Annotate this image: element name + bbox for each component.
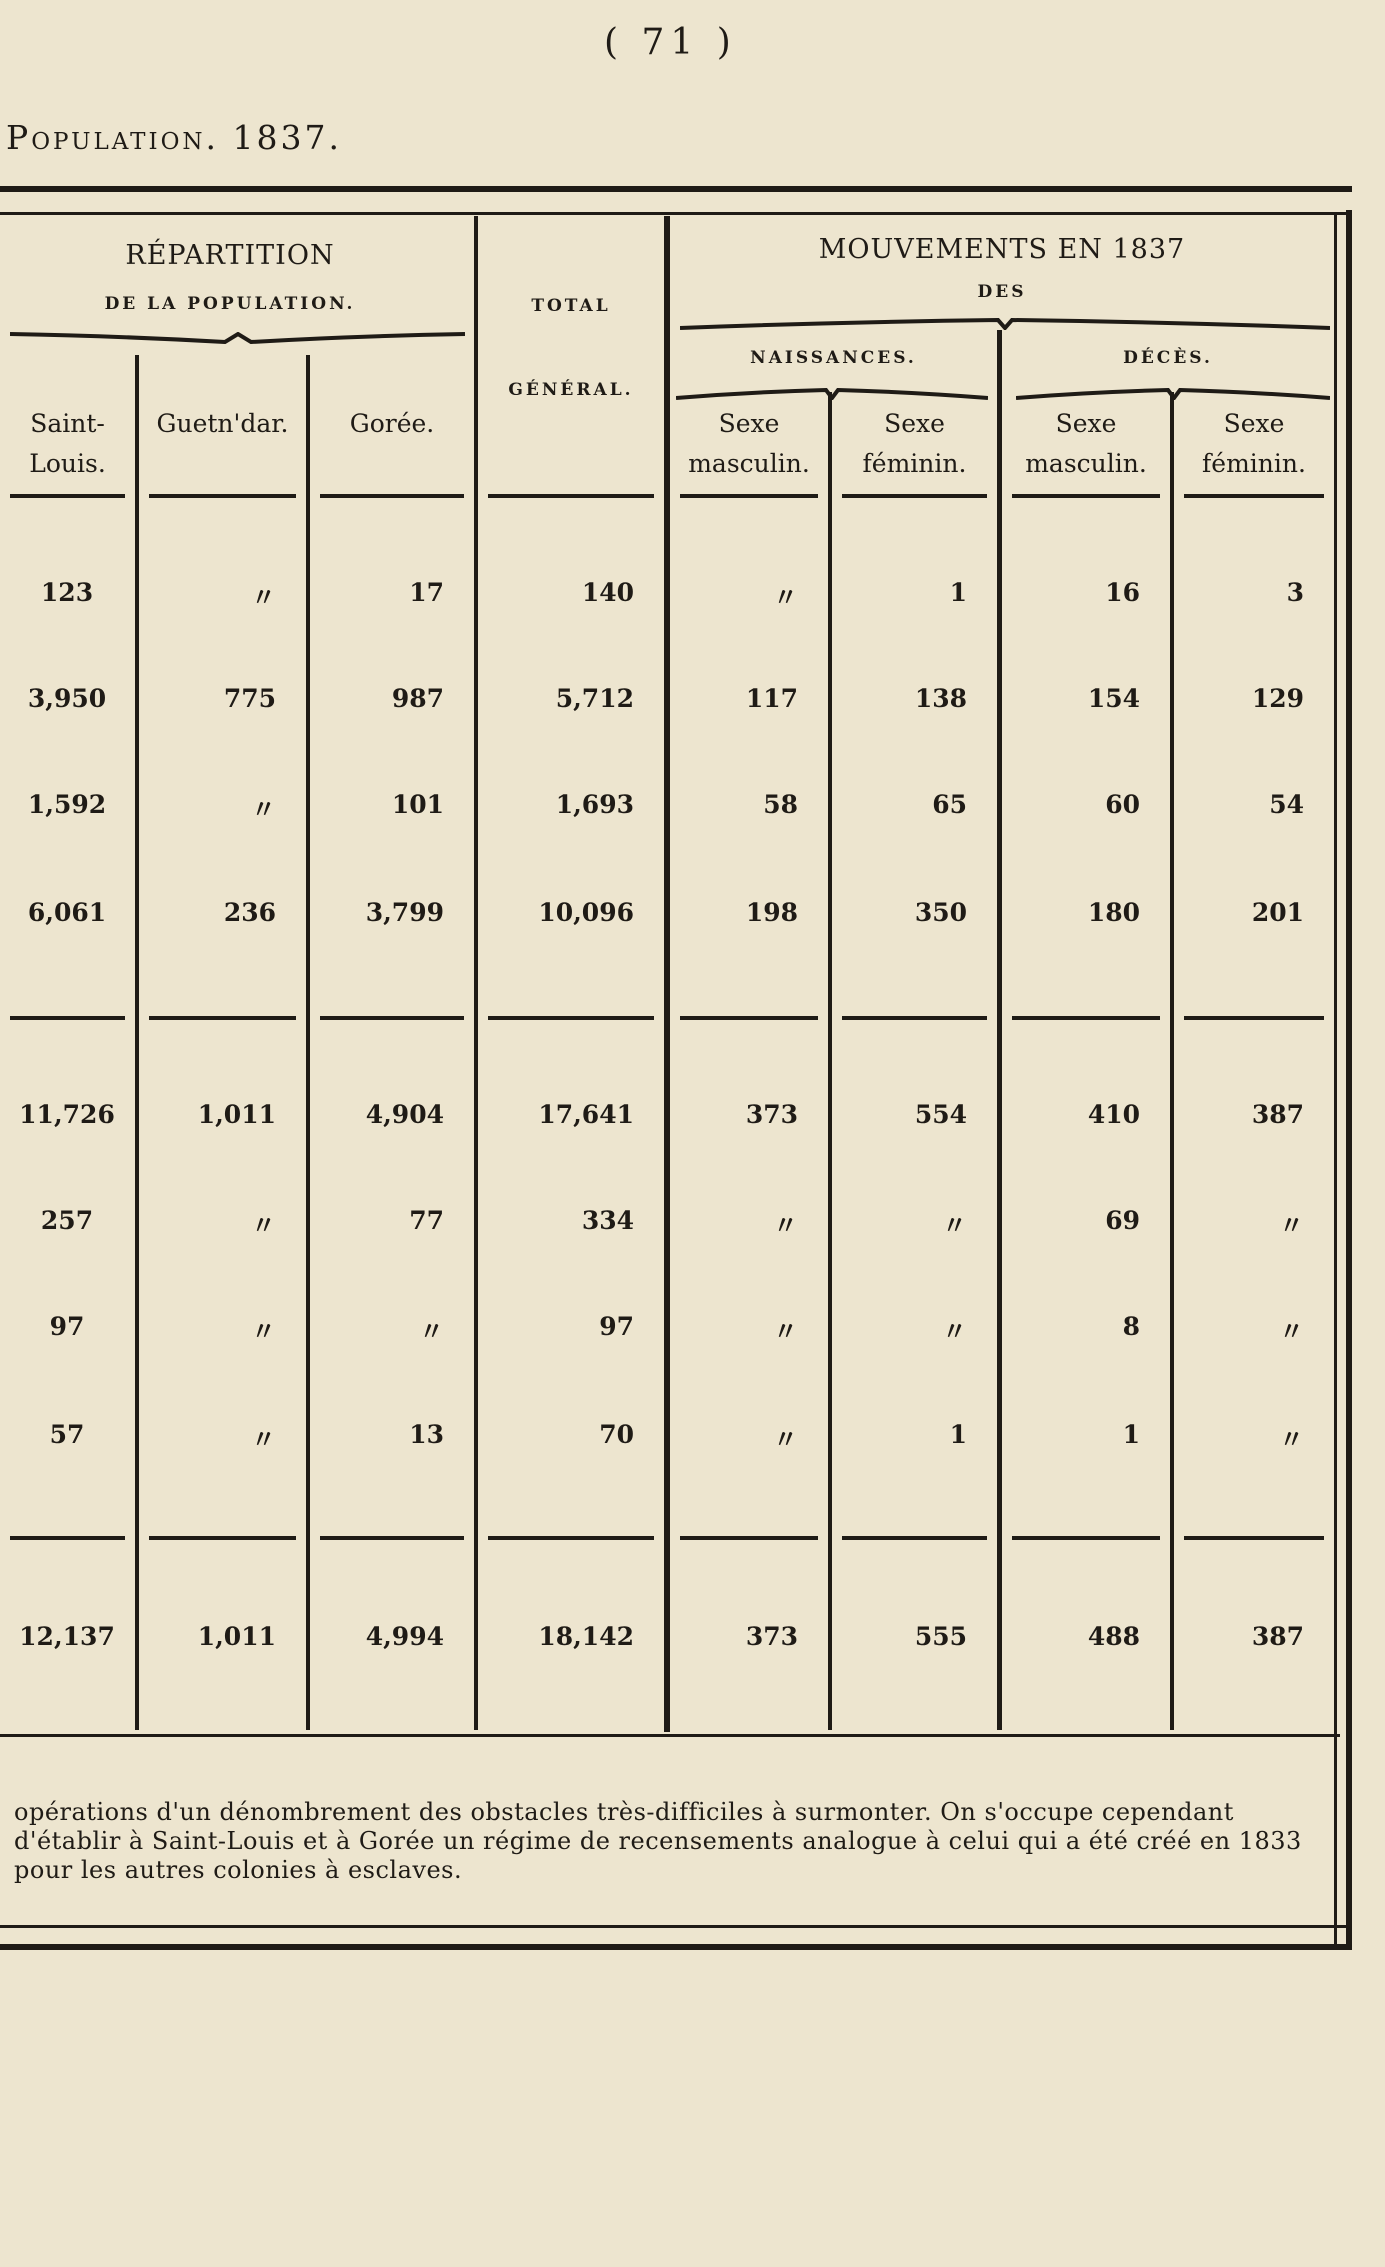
row-group1-cell: 201 <box>1251 898 1304 927</box>
row-group2-cell: 〃 <box>250 1425 276 1454</box>
total-rule <box>10 1536 125 1540</box>
header-de-la-population: DE LA POPULATION. <box>104 294 356 314</box>
row-group2-cell: 410 <box>1087 1100 1140 1129</box>
row-group2-cell: 387 <box>1251 1100 1304 1129</box>
row-group1-cell: 〃 <box>250 795 276 824</box>
row-group2-cell: 97 <box>49 1312 85 1341</box>
row-group1-cell: 1 <box>949 578 967 607</box>
header-underline <box>1184 494 1324 498</box>
header-underline <box>842 494 987 498</box>
row-group2-cell: 57 <box>49 1420 85 1449</box>
row-group2-cell: 11,726 <box>19 1100 115 1129</box>
total-rule <box>680 1536 818 1540</box>
row-group2-cell: 〃 <box>941 1317 967 1346</box>
row-group1-cell: 〃 <box>772 583 798 612</box>
row-group1-cell: 3 <box>1286 578 1304 607</box>
header-underline <box>1012 494 1160 498</box>
row-group1-cell: 117 <box>745 684 798 713</box>
row-group1-cell: 123 <box>40 578 94 607</box>
col-separator <box>306 355 310 1730</box>
row-group1-cell: 3,799 <box>365 898 444 927</box>
row-group2-cell: 8 <box>1122 1312 1140 1341</box>
header-underline <box>10 494 125 498</box>
table-top-rule-thin <box>0 212 1352 215</box>
col-header-naissances-masculin: Sexe masculin. <box>688 409 810 478</box>
row-group2-cell: 〃 <box>772 1317 798 1346</box>
col-separator <box>828 392 832 1730</box>
row-group2-cell: 〃 <box>772 1211 798 1240</box>
row-group2-cell: 〃 <box>1278 1317 1304 1346</box>
brace-deces <box>1016 386 1330 400</box>
col-separator <box>474 216 478 1730</box>
row-group1-cell: 6,061 <box>27 898 107 927</box>
row-group2-cell: 〃 <box>250 1317 276 1346</box>
table-top-rule <box>0 186 1352 192</box>
row-group1-cell: 140 <box>581 578 634 607</box>
header-naissances: NAISSANCES. <box>750 348 917 368</box>
row-group2-cell: 257 <box>40 1206 94 1235</box>
row-group1-cell: 1,693 <box>555 790 634 819</box>
row-group2-cell: 70 <box>599 1420 634 1449</box>
subtotal-rule <box>842 1016 987 1020</box>
row-total-cell: 387 <box>1251 1622 1304 1651</box>
row-group1-cell: 101 <box>391 790 444 819</box>
page-number: ( 71 ) <box>604 22 737 63</box>
header-underline <box>488 494 654 498</box>
header-mouvements: MOUVEMENTS EN 1837 <box>818 234 1186 265</box>
table-right-border <box>1346 210 1352 1950</box>
table-bottom-rule <box>0 1944 1352 1950</box>
row-group1-cell: 〃 <box>250 583 276 612</box>
col-header-deces-feminin: Sexe féminin. <box>1202 409 1306 478</box>
row-group1-cell: 16 <box>1105 578 1140 607</box>
table-right-border-inner <box>1334 214 1337 1946</box>
row-group1-cell: 154 <box>1087 684 1140 713</box>
row-group1-cell: 58 <box>763 790 798 819</box>
subtotal-rule <box>10 1016 125 1020</box>
col-header-guetndar: Guetn'dar. <box>156 409 289 438</box>
row-group1-cell: 138 <box>914 684 967 713</box>
row-total-cell: 488 <box>1087 1622 1140 1651</box>
row-group2-cell: 17,641 <box>538 1100 634 1129</box>
total-rule <box>149 1536 296 1540</box>
row-group1-cell: 65 <box>932 790 967 819</box>
row-group1-cell: 236 <box>223 898 276 927</box>
row-group2-cell: 373 <box>745 1100 798 1129</box>
row-group2-cell: 1,011 <box>197 1100 276 1129</box>
total-rule <box>320 1536 464 1540</box>
row-group1-cell: 10,096 <box>538 898 634 927</box>
row-total-cell: 12,137 <box>19 1622 115 1651</box>
header-underline <box>320 494 464 498</box>
row-total-cell: 4,994 <box>365 1622 444 1651</box>
header-underline <box>149 494 296 498</box>
row-group2-cell: 1 <box>1122 1420 1140 1449</box>
header-underline <box>680 494 818 498</box>
row-total-cell: 1,011 <box>197 1622 276 1651</box>
subtotal-rule <box>320 1016 464 1020</box>
row-group2-cell: 〃 <box>1278 1425 1304 1454</box>
row-group1-cell: 5,712 <box>555 684 634 713</box>
row-group2-cell: 1 <box>949 1420 967 1449</box>
row-group2-cell: 〃 <box>772 1425 798 1454</box>
row-group1-cell: 17 <box>409 578 444 607</box>
col-separator <box>997 330 1002 1730</box>
row-group1-cell: 54 <box>1269 790 1304 819</box>
subtotal-rule <box>488 1016 654 1020</box>
subtotal-rule <box>149 1016 296 1020</box>
row-group1-cell: 198 <box>745 898 798 927</box>
subtotal-rule <box>1184 1016 1324 1020</box>
row-group1-cell: 180 <box>1087 898 1140 927</box>
row-group2-cell: 554 <box>914 1100 967 1129</box>
row-group2-cell: 97 <box>599 1312 634 1341</box>
row-total-cell: 555 <box>914 1622 967 1651</box>
brace-repartition <box>10 332 465 346</box>
header-general: GÉNÉRAL. <box>508 380 634 400</box>
row-group1-cell: 350 <box>914 898 967 927</box>
row-total-cell: 18,142 <box>538 1622 634 1651</box>
row-group1-cell: 987 <box>391 684 444 713</box>
row-group2-cell: 334 <box>581 1206 634 1235</box>
subtotal-rule <box>680 1016 818 1020</box>
header-repartition: RÉPARTITION <box>125 240 335 271</box>
header-total: TOTAL <box>531 296 611 316</box>
row-group2-cell: 13 <box>409 1420 444 1449</box>
col-header-deces-masculin: Sexe masculin. <box>1025 409 1147 478</box>
total-rule <box>488 1536 654 1540</box>
col-header-goree: Gorée. <box>349 409 435 438</box>
row-group1-cell: 129 <box>1251 684 1304 713</box>
total-rule <box>1184 1536 1324 1540</box>
header-des: DES <box>977 282 1027 302</box>
brace-naissances <box>676 386 988 400</box>
row-group1-cell: 60 <box>1105 790 1140 819</box>
row-group2-cell: 〃 <box>1278 1211 1304 1240</box>
table-body-bottom-rule <box>0 1734 1340 1737</box>
total-rule <box>1012 1536 1160 1540</box>
row-group2-cell: 〃 <box>941 1211 967 1240</box>
col-separator <box>135 355 139 1730</box>
row-group1-cell: 3,950 <box>27 684 107 713</box>
row-group2-cell: 69 <box>1105 1206 1140 1235</box>
row-group1-cell: 775 <box>223 684 276 713</box>
row-group2-cell: 〃 <box>418 1317 444 1346</box>
row-group1-cell: 1,592 <box>27 790 107 819</box>
col-header-saint-louis: Saint-Louis. <box>29 409 106 478</box>
row-group2-cell: 4,904 <box>365 1100 444 1129</box>
row-group2-cell: 77 <box>409 1206 444 1235</box>
total-rule <box>842 1536 987 1540</box>
row-total-cell: 373 <box>745 1622 798 1651</box>
header-deces: DÉCÈS. <box>1123 348 1213 368</box>
row-group2-cell: 〃 <box>250 1211 276 1240</box>
table-bottom-rule-thin <box>0 1925 1352 1928</box>
footnote: opérations d'un dénombrement des obstacles très-difficiles à surmonter. On s'occupe cependant d'établir à Saint-Louis et à Gorée un régime de recensements analogue à celui qui a été créé en 1833 pour les autres colonies à esclaves. <box>14 1798 1302 1884</box>
page-heading: Population. 1837. <box>6 118 342 157</box>
subtotal-rule <box>1012 1016 1160 1020</box>
brace-mouvements <box>680 316 1330 330</box>
col-header-naissances-feminin: Sexe féminin. <box>862 409 967 478</box>
